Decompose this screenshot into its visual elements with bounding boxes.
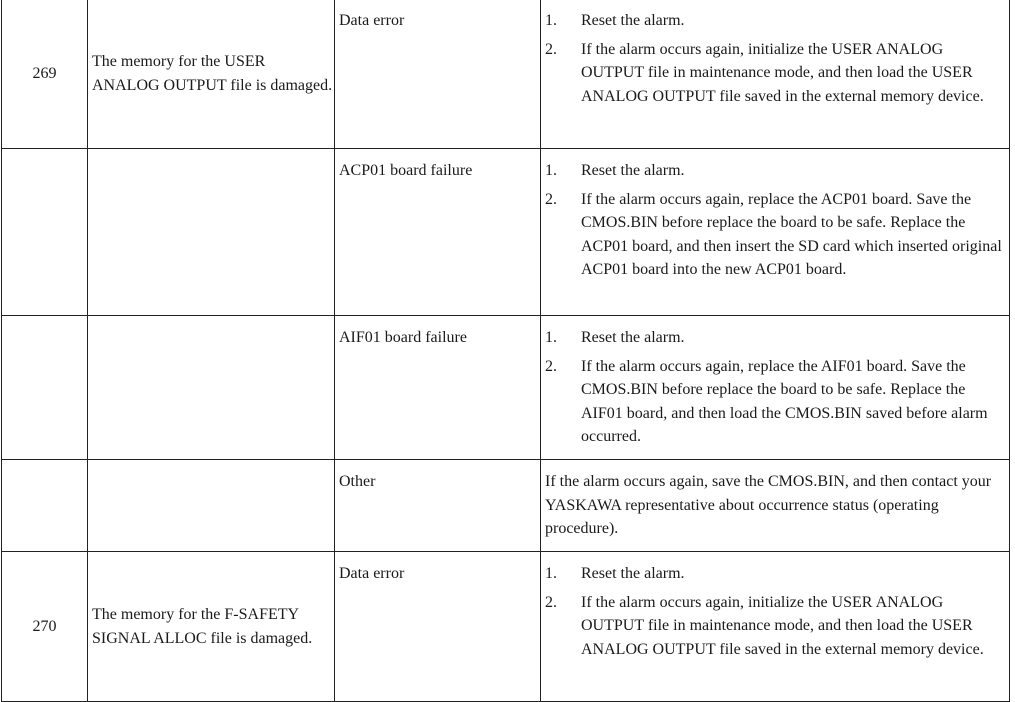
alarm-remedy bbox=[541, 552, 1010, 702]
table-row bbox=[2, 460, 1010, 552]
remedy-step bbox=[545, 326, 1005, 350]
alarm-message bbox=[88, 460, 335, 552]
remedy-step bbox=[545, 591, 1005, 662]
alarm-number bbox=[2, 316, 88, 460]
alarm-cause: Data error bbox=[335, 552, 541, 702]
step-number: 2. bbox=[545, 357, 557, 375]
alarm-message bbox=[88, 316, 335, 460]
step-number: 1. bbox=[545, 565, 557, 582]
remedy-step bbox=[545, 355, 1005, 449]
alarm-table bbox=[1, 0, 1010, 702]
step-number: 1. bbox=[545, 12, 557, 29]
remedy-step bbox=[545, 188, 1005, 282]
remedy-step bbox=[545, 38, 1005, 109]
alarm-remedy bbox=[541, 316, 1010, 460]
alarm-number bbox=[2, 460, 88, 552]
step-number: 1. bbox=[545, 162, 557, 179]
step-number: 1. bbox=[545, 329, 557, 346]
remedy-steps bbox=[545, 9, 1005, 108]
table-row bbox=[2, 316, 1010, 460]
alarm-number: 270 bbox=[2, 552, 88, 702]
step-text: Reset the alarm. bbox=[581, 162, 685, 179]
alarm-cause: Other bbox=[335, 460, 541, 552]
remedy-step bbox=[545, 562, 1005, 586]
alarm-cause: ACP01 board failure bbox=[335, 149, 541, 316]
alarm-message bbox=[88, 149, 335, 316]
alarm-remedy bbox=[541, 460, 1010, 552]
step-text: If the alarm occurs again, replace the ACP01 board. Save the CMOS.BIN before replace the board to be safe. Replace the ACP01 board, and then insert the SD card which inserted original ACP01 board into the new ACP01 board. bbox=[581, 190, 1002, 278]
step-text: If the alarm occurs again, initialize the USER ANALOG OUTPUT file in maintenance mode, and then load the USER ANALOG OUTPUT file saved in the external memory device. bbox=[581, 40, 984, 105]
alarm-remedy bbox=[541, 149, 1010, 316]
step-number: 2. bbox=[545, 40, 557, 58]
alarm-cause: AIF01 board failure bbox=[335, 316, 541, 460]
step-number: 2. bbox=[545, 593, 557, 611]
table-row bbox=[2, 552, 1010, 702]
step-text: Reset the alarm. bbox=[581, 565, 685, 582]
table-row bbox=[2, 149, 1010, 316]
alarm-remedy bbox=[541, 0, 1010, 149]
alarm-cause: Data error bbox=[335, 0, 541, 149]
alarm-message: The memory for the USER ANALOG OUTPUT file is damaged. bbox=[88, 0, 335, 149]
step-text: If the alarm occurs again, replace the AIF01 board. Save the CMOS.BIN before replace the board to be safe. Replace the AIF01 board, and then load the CMOS.BIN saved before alarm occurred. bbox=[581, 357, 988, 445]
alarm-number: 269 bbox=[2, 0, 88, 149]
remedy-steps bbox=[545, 562, 1005, 661]
remedy-steps bbox=[545, 159, 1005, 282]
step-text: Reset the alarm. bbox=[581, 329, 685, 346]
alarm-message: The memory for the F-SAFETY SIGNAL ALLOC file is damaged. bbox=[88, 552, 335, 702]
remedy-steps bbox=[545, 326, 1005, 449]
remedy-step bbox=[545, 159, 1005, 183]
remedy-step bbox=[545, 9, 1005, 33]
step-number: 2. bbox=[545, 190, 557, 208]
step-text: If the alarm occurs again, initialize the USER ANALOG OUTPUT file in maintenance mode, and then load the USER ANALOG OUTPUT file saved in the external memory device. bbox=[581, 593, 984, 658]
table-row bbox=[2, 0, 1010, 149]
step-text: Reset the alarm. bbox=[581, 12, 685, 29]
alarm-number bbox=[2, 149, 88, 316]
remedy-text: If the alarm occurs again, save the CMOS.BIN, and then contact your YASKAWA representative about occurrence status (operating procedure). bbox=[545, 473, 992, 537]
